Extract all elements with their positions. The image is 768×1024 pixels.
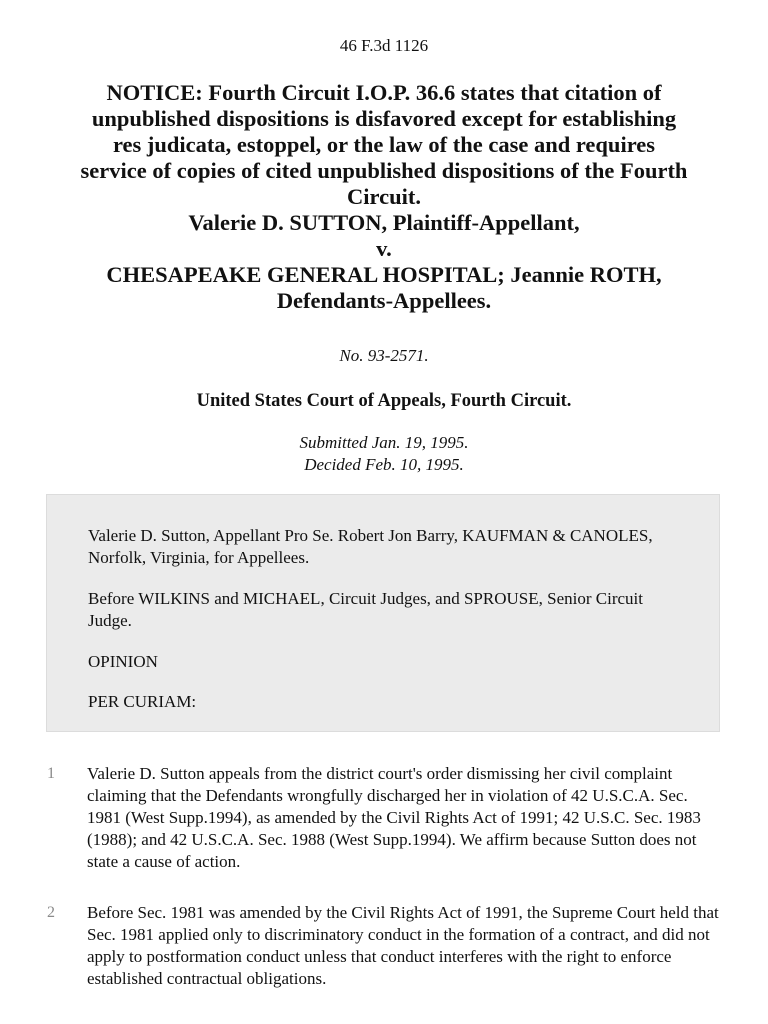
notice-line: service of copies of cited unpublished dispositions of the Fourth: [80, 158, 688, 183]
opinion-label: OPINION: [88, 652, 158, 671]
case-dates: [0, 432, 768, 476]
reporter-citation: 46 F.3d 1126: [339, 36, 429, 55]
case-heading: [30, 80, 738, 314]
judges-text: Before WILKINS and MICHAEL, Circuit Judges, and SPROUSE, Senior Circuit Judge.: [88, 589, 643, 630]
versus: v.: [376, 236, 392, 261]
defendants-caption: CHESAPEAKE GENERAL HOSPITAL; Jeannie ROTH,: [106, 262, 662, 287]
paragraph-number: 2: [47, 904, 55, 921]
paragraph-number: 1: [47, 765, 55, 782]
notice-line: unpublished dispositions is disfavored except for establishing: [91, 106, 677, 131]
plaintiff-caption: Valerie D. SUTTON, Plaintiff-Appellant,: [188, 210, 580, 235]
court-name: United States Court of Appeals, Fourth Circuit.: [196, 391, 572, 411]
notice-line: res judicata, estoppel, or the law of the case and requires: [112, 132, 656, 157]
per-curiam-label: PER CURIAM:: [88, 692, 197, 711]
defendants-role: Defendants-Appellees.: [276, 288, 492, 313]
decided-date: Decided Feb. 10, 1995.: [304, 455, 464, 474]
notice-line: NOTICE: Fourth Circuit I.O.P. 36.6 states that citation of: [106, 80, 662, 105]
notice-line: Circuit.: [347, 184, 421, 209]
paragraph-text: Before Sec. 1981 was amended by the Civil Rights Act of 1991, the Supreme Court held that Sec. 1981 applied only to discriminatory conduct in the formation of a contract, and did not apply to postformation conduct unless that conduct interferes with the right to enforce established contractual obligations.: [87, 903, 719, 988]
docket-number: No. 93-2571.: [339, 346, 429, 365]
counsel-text: Valerie D. Sutton, Appellant Pro Se. Robert Jon Barry, KAUFMAN & CANOLES, Norfolk, Virginia, for Appellees.: [88, 526, 653, 567]
counsel-panel: [46, 494, 720, 732]
paragraph-text: Valerie D. Sutton appeals from the district court's order dismissing her civil complaint claiming that the Defendants wrongfully discharged her in violation of 42 U.S.C.A. Sec. 1981 (West Supp.1994), as amended by the Civil Rights Act of 1991; 42 U.S.C. Sec. 1983 (1988); and 42 U.S.C.A. Sec. 1988 (West Supp.1994). We affirm because Sutton does not state a cause of action.: [87, 764, 701, 871]
submitted-date: Submitted Jan. 19, 1995.: [299, 433, 469, 452]
